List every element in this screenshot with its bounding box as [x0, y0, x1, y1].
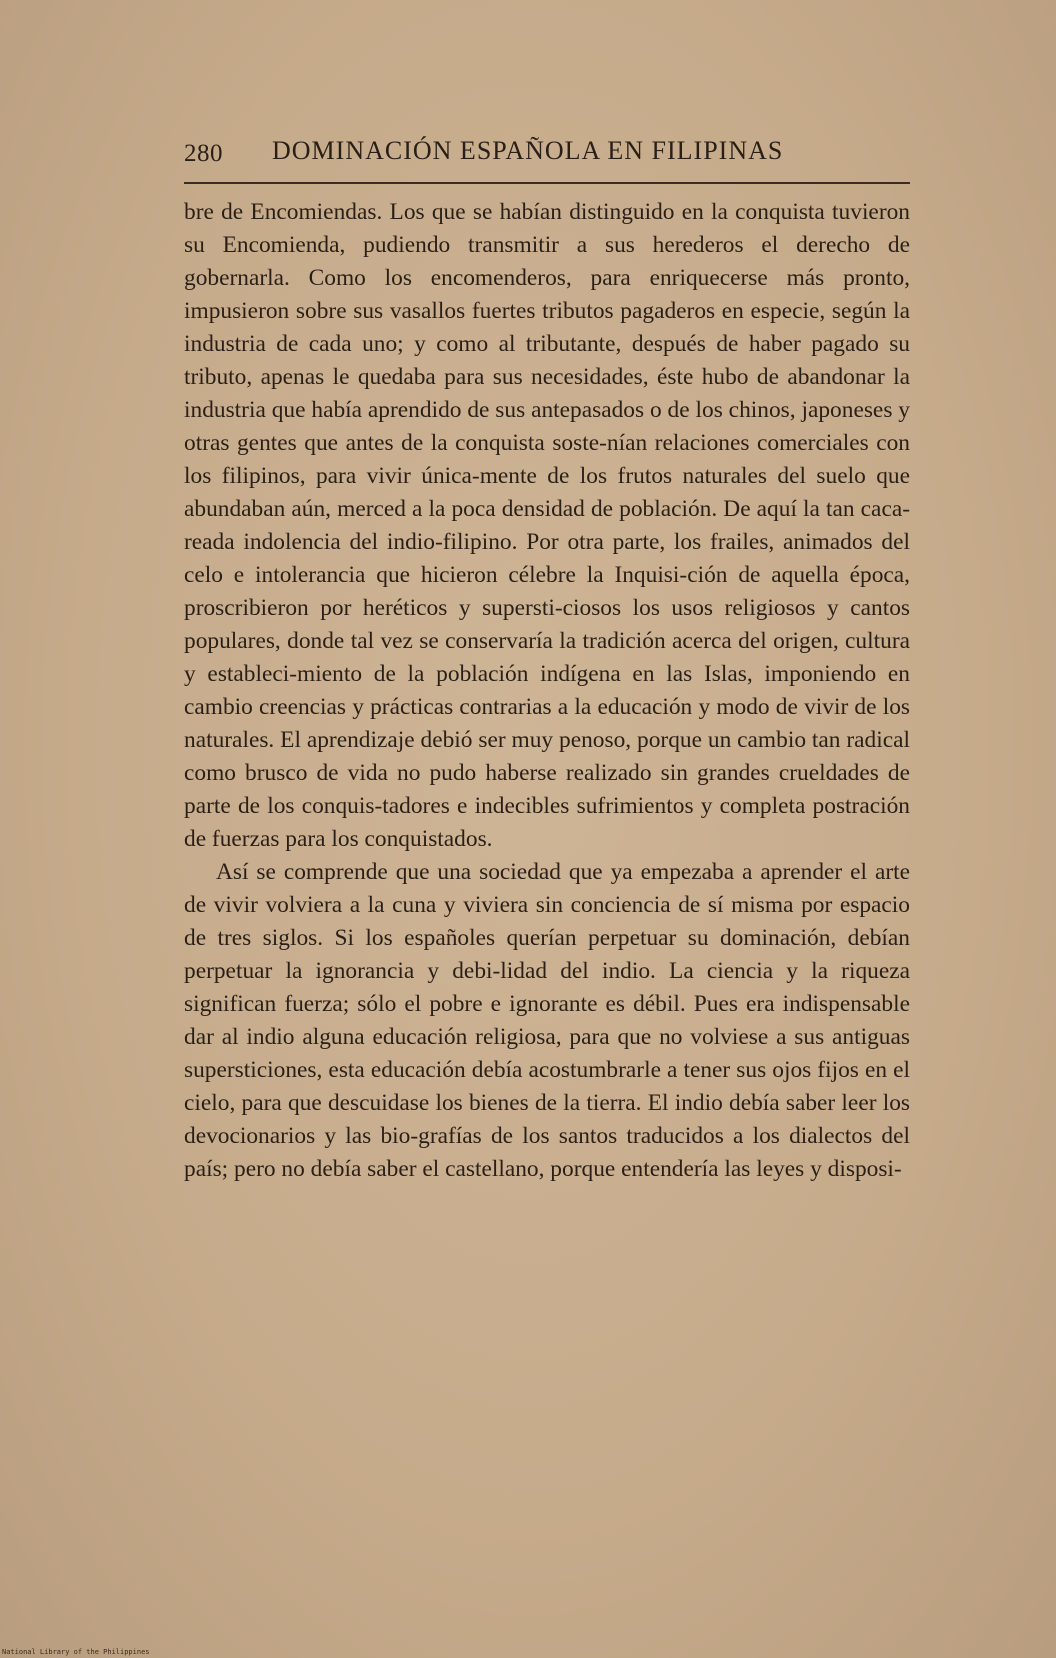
- header-rule: [184, 182, 910, 184]
- body-text: [184, 196, 910, 1186]
- library-credit: National Library of the Philippines: [2, 1648, 150, 1656]
- page-header: [184, 136, 910, 176]
- page-number: 280: [184, 140, 223, 167]
- paragraph-2: Así se comprende que una sociedad que ya empezaba a aprender el arte de vivir volviera a la cuna y viviera sin conciencia de sí misma por espacio de tres siglos. Si los españoles querían perpetuar su dominación, debían perpetuar la ignorancia y debi-lidad del indio. La ciencia y la riqueza significan fuerza; sólo el pobre e ignorante es débil. Pues era indispensable dar al indio alguna educación religiosa, para que no volviese a sus antiguas supersticiones, esta educación debía acostumbrarle a tener sus ojos fijos en el cielo, para que descuidase los bienes de la tierra. El indio debía saber leer los devocionarios y las bio-grafías de los santos traducidos a los dialectos del país; pero no debía saber el castellano, porque entendería las leyes y disposi-: [184, 859, 910, 1182]
- paragraph-1: bre de Encomiendas. Los que se habían distinguido en la conquista tuvieron su Encomienda, pudiendo transmitir a sus herederos el derecho de gobernarla. Como los encomenderos, para enriquecerse más pronto, impusieron sobre sus vasallos fuertes tributos pagaderos en especie, según la industria de cada uno; y como al tributante, después de haber pagado su tributo, apenas le quedaba para sus necesidades, éste hubo de abandonar la industria que había aprendido de sus antepasados o de los chinos, japoneses y otras gentes que antes de la conquista soste-nían relaciones comerciales con los filipinos, para vivir única-mente de los frutos naturales del suelo que abundaban aún, merced a la poca densidad de población. De aquí la tan caca-reada indolencia del indio-filipino. Por otra parte, los frailes, animados del celo e intolerancia que hicieron célebre la Inquisi-ción de aquella época, proscribieron por heréticos y supersti-ciosos los usos religiosos y cantos populares, donde tal vez se conservaría la tradición acerca del origen, cultura y estableci-miento de la población indígena en las Islas, imponiendo en cambio creencias y prácticas contrarias a la educación y modo de vivir de los naturales. El aprendizaje debió ser muy penoso, porque un cambio tan radical como brusco de vida no pudo haberse realizado sin grandes crueldades de parte de los conquis-tadores e indecibles sufrimientos y completa postración de fuerzas para los conquistados.: [184, 199, 910, 852]
- running-title: DOMINACIÓN ESPAÑOLA EN FILIPINAS: [272, 136, 784, 165]
